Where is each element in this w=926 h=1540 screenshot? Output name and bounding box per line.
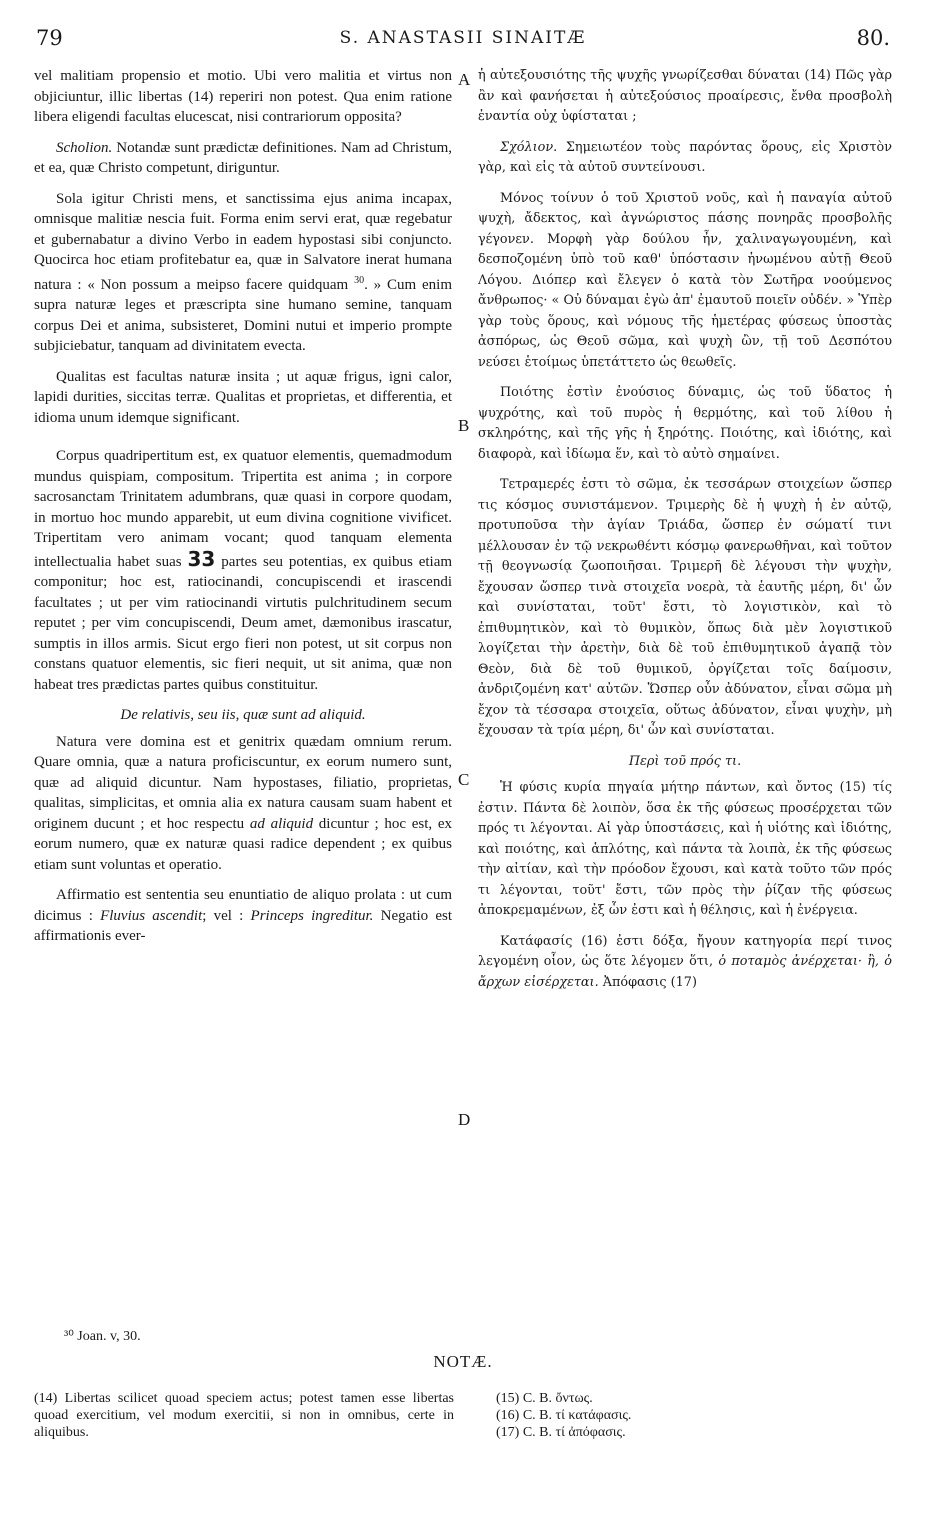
greek-text: Κατάφασίς (16) ἐστι δόξα, ἤγουν κατηγορία περί τινος λεγομένη οἷον, ὡς ὅτε λέγομεν ὅτι, xyxy=(478,933,892,969)
greek-column xyxy=(478,66,892,1003)
latin-paragraph xyxy=(34,446,452,695)
latin-text: Corpus quadripertitum est, ex quatuor elementis, quemadmodum mundus quispiam, compositum. Tripertita est anima ; in corpore sacrosanctam Trinitatem adumbrans, quæ quasi in corpore quodam, in mortuo hoc mundo apparebit, ut eum divina cognitione vivificet. Tripertitam vero animam vocant; quod tanquam elementa intellectualia habet suas xyxy=(34,448,452,570)
note-17: (17) C. B. τί ἀπόφασις. xyxy=(496,1425,626,1440)
latin-text: . » Cum enim supra naturæ leges et præscripta sine humano semine, tanquam corpus Dei et anima, subsisteret, Domini nutui et imperio prompte subjiciebatur, tanquam ad divinitatem evecta. xyxy=(34,276,453,354)
latin-paragraph: Qualitas est facultas naturæ insita ; ut aquæ frigus, igni calor, lapidi durities, siccitas terræ. Qualitas et proprietas, et differentia, et idioma unum idemque significant. xyxy=(34,368,452,426)
latin-paragraph xyxy=(34,885,452,947)
greek-text: Σημειωτέον τοὺς παρόντας ὅρους, εἰς Χριστὸν γὰρ, καὶ εἰς τὰ αὐτοῦ συντείνουσι. xyxy=(478,139,892,175)
latin-section-heading: De relativis, seu iis, quæ sunt ad aliquid. xyxy=(120,707,366,723)
latin-text: ; vel : xyxy=(202,907,244,924)
margin-letter-b: B xyxy=(458,416,470,435)
page-number-left: 79 xyxy=(36,26,63,50)
greek-paragraph: Ἡ φύσις κυρία πηγαία μήτηρ πάντων, καὶ ὄντος (15) τίς ἐστιν. Πάντα δὲ λοιπὸν, ὅσα ἐκ τῆς φύσεως προσέρχεται τῶν πρός τι λέγονται. Αἱ γὰρ ὑποστάσεις, καὶ ἡ υἱότης καὶ ἰδιότης, καὶ ποιότης, καὶ ἁπλότης, καὶ πάντα τὰ λοιπὰ, ἐκ τῆς φύσεως τὴν αἰτίαν, καὶ τὴν πρόοδον ἔχουσι, καὶ κατὰ τοῦτο τῶν πρός τι λέγονται, τοῦτ' ἔστι, τῶν πρὸς τὴν ῥίζαν τῆς φύσεως ἀποκρεμαμένων, ἐξ ὧν ἐστι καὶ ἡ θέλησις, καὶ ἡ ἐνέργεια. xyxy=(478,780,892,918)
footnote-ref-30: 30 xyxy=(354,274,365,286)
latin-emphasis: ad aliquid xyxy=(249,815,314,832)
greek-text: Ἀπόφασις (17) xyxy=(602,974,697,990)
latin-emphasis: Fluvius ascendit xyxy=(100,907,203,924)
scholion-text: Notandæ sunt prædictæ definitiones. Nam ad Christum, et ea, quæ Christo competunt, diriguntur. xyxy=(34,139,452,176)
scholion-label-greek: Σχόλιον. xyxy=(500,139,558,155)
latin-text: Affirmatio est sententia seu enuntiatio de aliquo prolata : ut cum dicimus : xyxy=(34,887,452,924)
greek-paragraph xyxy=(478,932,892,994)
latin-text: dicuntur ; hoc est, ex eorum numero, quæ ex naturæ quasi radice dependent ; ex quibus etiam sunt voluntas et operatio. xyxy=(34,815,453,873)
latin-text: Sola igitur Christi mens, et sanctissima ejus anima incapax, omnisque malitiæ nescia fuit. Forma enim servi erat, quæ regebatur et gubernabatur a divino Verbo in eadem hypostasi sibi conjuncto. Quocirca hoc etiam profitebatur ea, quæ in Salvatore inerat humana natura : « Non possum a meipso facere quidquam xyxy=(34,190,452,293)
column-number-33: 33 xyxy=(187,546,216,571)
margin-letter-d: D xyxy=(458,1110,471,1129)
greek-paragraph: Ποιότης ἐστὶν ἐνούσιος δύναμις, ὡς τοῦ ὕδατος ἡ ψυχρότης, καὶ τοῦ πυρὸς ἡ θερμότης, καὶ τοῦ λίθου ἡ σκληρότης, καὶ τῆς γῆς ἡ ξηρότης. Ποιότης, καὶ ἰδιότης, καὶ διαφορὰ, καὶ ἰδίωμα ἕν, καὶ τὸ αὐτὸ σημαίνει. xyxy=(478,385,892,462)
latin-paragraph xyxy=(34,189,452,357)
greek-emphasis: ὁ ποταμὸς ἀνέρχεται· ἢ, ὁ ἄρχων εἰσέρχεται. xyxy=(478,954,892,990)
latin-text: partes seu potentias, ex quibus etiam componitur; hoc est, ratiocinandi, concupiscendi et irascendi facultates ; ut per vim ratiocinandi virtutis pulchritudinem secum reputet ; per vim concupiscendi, Deum amet, dæmonibus irascatur, sumptis in illos armis. Sicut ergo fieri non potest, ut sit corpus non constans quatuor elementis, sic fieri nequit, ut sit anima, quæ non habeat tres prædictas partes quibus constituitur. xyxy=(34,553,453,693)
notes-title: NOTÆ. xyxy=(433,1352,493,1371)
notes-right xyxy=(496,1390,876,1441)
latin-text: Natura vere domina est et genitrix quædam omnium rerum. Quare omnia, quæ a natura proficiscuntur, ex eorum numero sunt, quæ ad aliquid dicuntur. Nam hypostases, filiatio, proprietas, qualitas, simplicitas, et omnia alia ex natura causam suam habent et originem ducunt ; et hoc respectu xyxy=(34,733,452,832)
latin-paragraph: vel malitiam propensio et motio. Ubi vero malitia et virtus non objiciuntur, illic libertas (14) reperiri non potest. Qua enim ratione libera eligendi facultas elucescat, nisi contrariorum opposita? xyxy=(34,68,452,125)
note-16: (16) C. B. τί κατάφασις. xyxy=(496,1408,632,1423)
latin-paragraph xyxy=(34,732,452,876)
latin-emphasis: Princeps ingreditur. xyxy=(250,907,374,924)
greek-paragraph: ἡ αὐτεξουσιότης τῆς ψυχῆς γνωρίζεσθαι δύναται (14) Πῶς γὰρ ἂν καὶ φανήσεται ἡ αὐτεξούσιος προαίρεσις, ἔνθα προσβολὴ ἐναντία οὐχ ὑφίσταται ; xyxy=(478,68,892,124)
scholion-label: Scholion. xyxy=(56,139,113,156)
page-header xyxy=(0,26,926,56)
margin-letter-a: A xyxy=(458,70,471,89)
note-14: (14) Libertas scilicet quoad speciem actus; potest tamen esse libertas quoad exercitium, vel modum exercitii, si non in omnibus, certe in aliquibus. xyxy=(34,1391,454,1440)
greek-paragraph: Τετραμερές ἐστι τὸ σῶμα, ἐκ τεσσάρων στοιχείων ὥσπερ τις κόσμος συνιστάμενον. Τριμερὴς δὲ ἡ ψυχὴ ἡ ἐν αὐτῷ, προτυποῦσα τὴν ἁγίαν Τριάδα, ὥσπερ ἐν σώματί τινι μέλλουσαν ἐν τῷ νεκρωθέντι κόσμῳ φανερωθῆναι, καὶ τοῦτον τῇ θεογνωσίᾳ ζωοποιῆσαι. Τριμερῆ δὲ λέγουσι τὴν ψυχὴν, ἔχουσαν ὥσπερ τινὰ στοιχεῖα νοερὰ, τὰ ἑαυτῆς μέρη, δι' ὧν καὶ συνίσταται, τοῦτ' ἔστι, τὸ λογιστικὸν, καὶ τὸ ἐπιθυμητικὸν, καὶ τὸ θυμικὸν, ὅπως διὰ μὲν λογιστικοῦ λογίζεται τὴν ἀρετὴν, διὰ δὲ τοῦ ἐπιθυμητικοῦ ἀγαπᾷ τὸν Θεὸν, διὰ δὲ τοῦ θυμικοῦ, ὀργίζεται τοῖς δαίμοσιν, ἀνδριζομένη κατ' αὐτῶν. Ὥσπερ οὖν ἀδύνατον, εἶναι σῶμα μὴ ἔχον τὰ τέσσαρα στοιχεῖα, οὕτως ἀδύνατον, εἶναι ψυχὴν, μὴ ἔχουσαν τὰ τρία μέρη, δι' ὧν καὶ συνίσταται. xyxy=(478,477,892,738)
running-title: S. ANASTASII SINAITÆ xyxy=(339,28,587,48)
page-number-right: 80. xyxy=(856,26,890,50)
margin-letter-c: C xyxy=(458,770,470,789)
greek-paragraph: Μόνος τοίνυν ὁ τοῦ Χριστοῦ νοῦς, καὶ ἡ παναγία αὐτοῦ ψυχὴ, ἄδεκτος, καὶ ἀγνώριστος πάσης πονηρᾶς προσβολῆς γέγονεν. Μορφὴ γὰρ δούλου ἦν, χαλιναγωγουμένη, καὶ δεσποζομένη ὑπὸ τοῦ καθ' ὑπόστασιν ἡνωμένου αὐτῇ Θεοῦ Λόγου. Διόπερ καὶ ἔλεγεν ὁ κατὰ τὸν Σωτῆρα νοούμενος ἄνθρωπος· « Οὐ δύναμαι ἐγὼ ἀπ' ἐμαυτοῦ ποιεῖν οὐδέν. » Ὑπὲρ γὰρ τοὺς ὅρους, καὶ νόμους τῆς ἡμετέρας φύσεως ὑποστὰς ἀσπόρως, ὡς Θεοῦ σῶμα, καὶ ψυχὴ ὢν, τῇ τοῦ Δεσπότου νεύσει ἑτοίμως ὑπετάττετο ὡς θεωθεῖς. xyxy=(478,190,892,370)
footnote-scripture-ref: ³⁰ Joan. v, 30. xyxy=(64,1329,141,1344)
greek-section-heading: Περὶ τοῦ πρός τι. xyxy=(628,753,742,769)
greek-scholion xyxy=(478,138,892,179)
latin-scholion xyxy=(34,138,452,179)
latin-text: Negatio est affirmationis ever- xyxy=(34,907,452,944)
latin-column xyxy=(34,66,452,957)
note-15: (15) C. B. ὄντως. xyxy=(496,1391,593,1406)
